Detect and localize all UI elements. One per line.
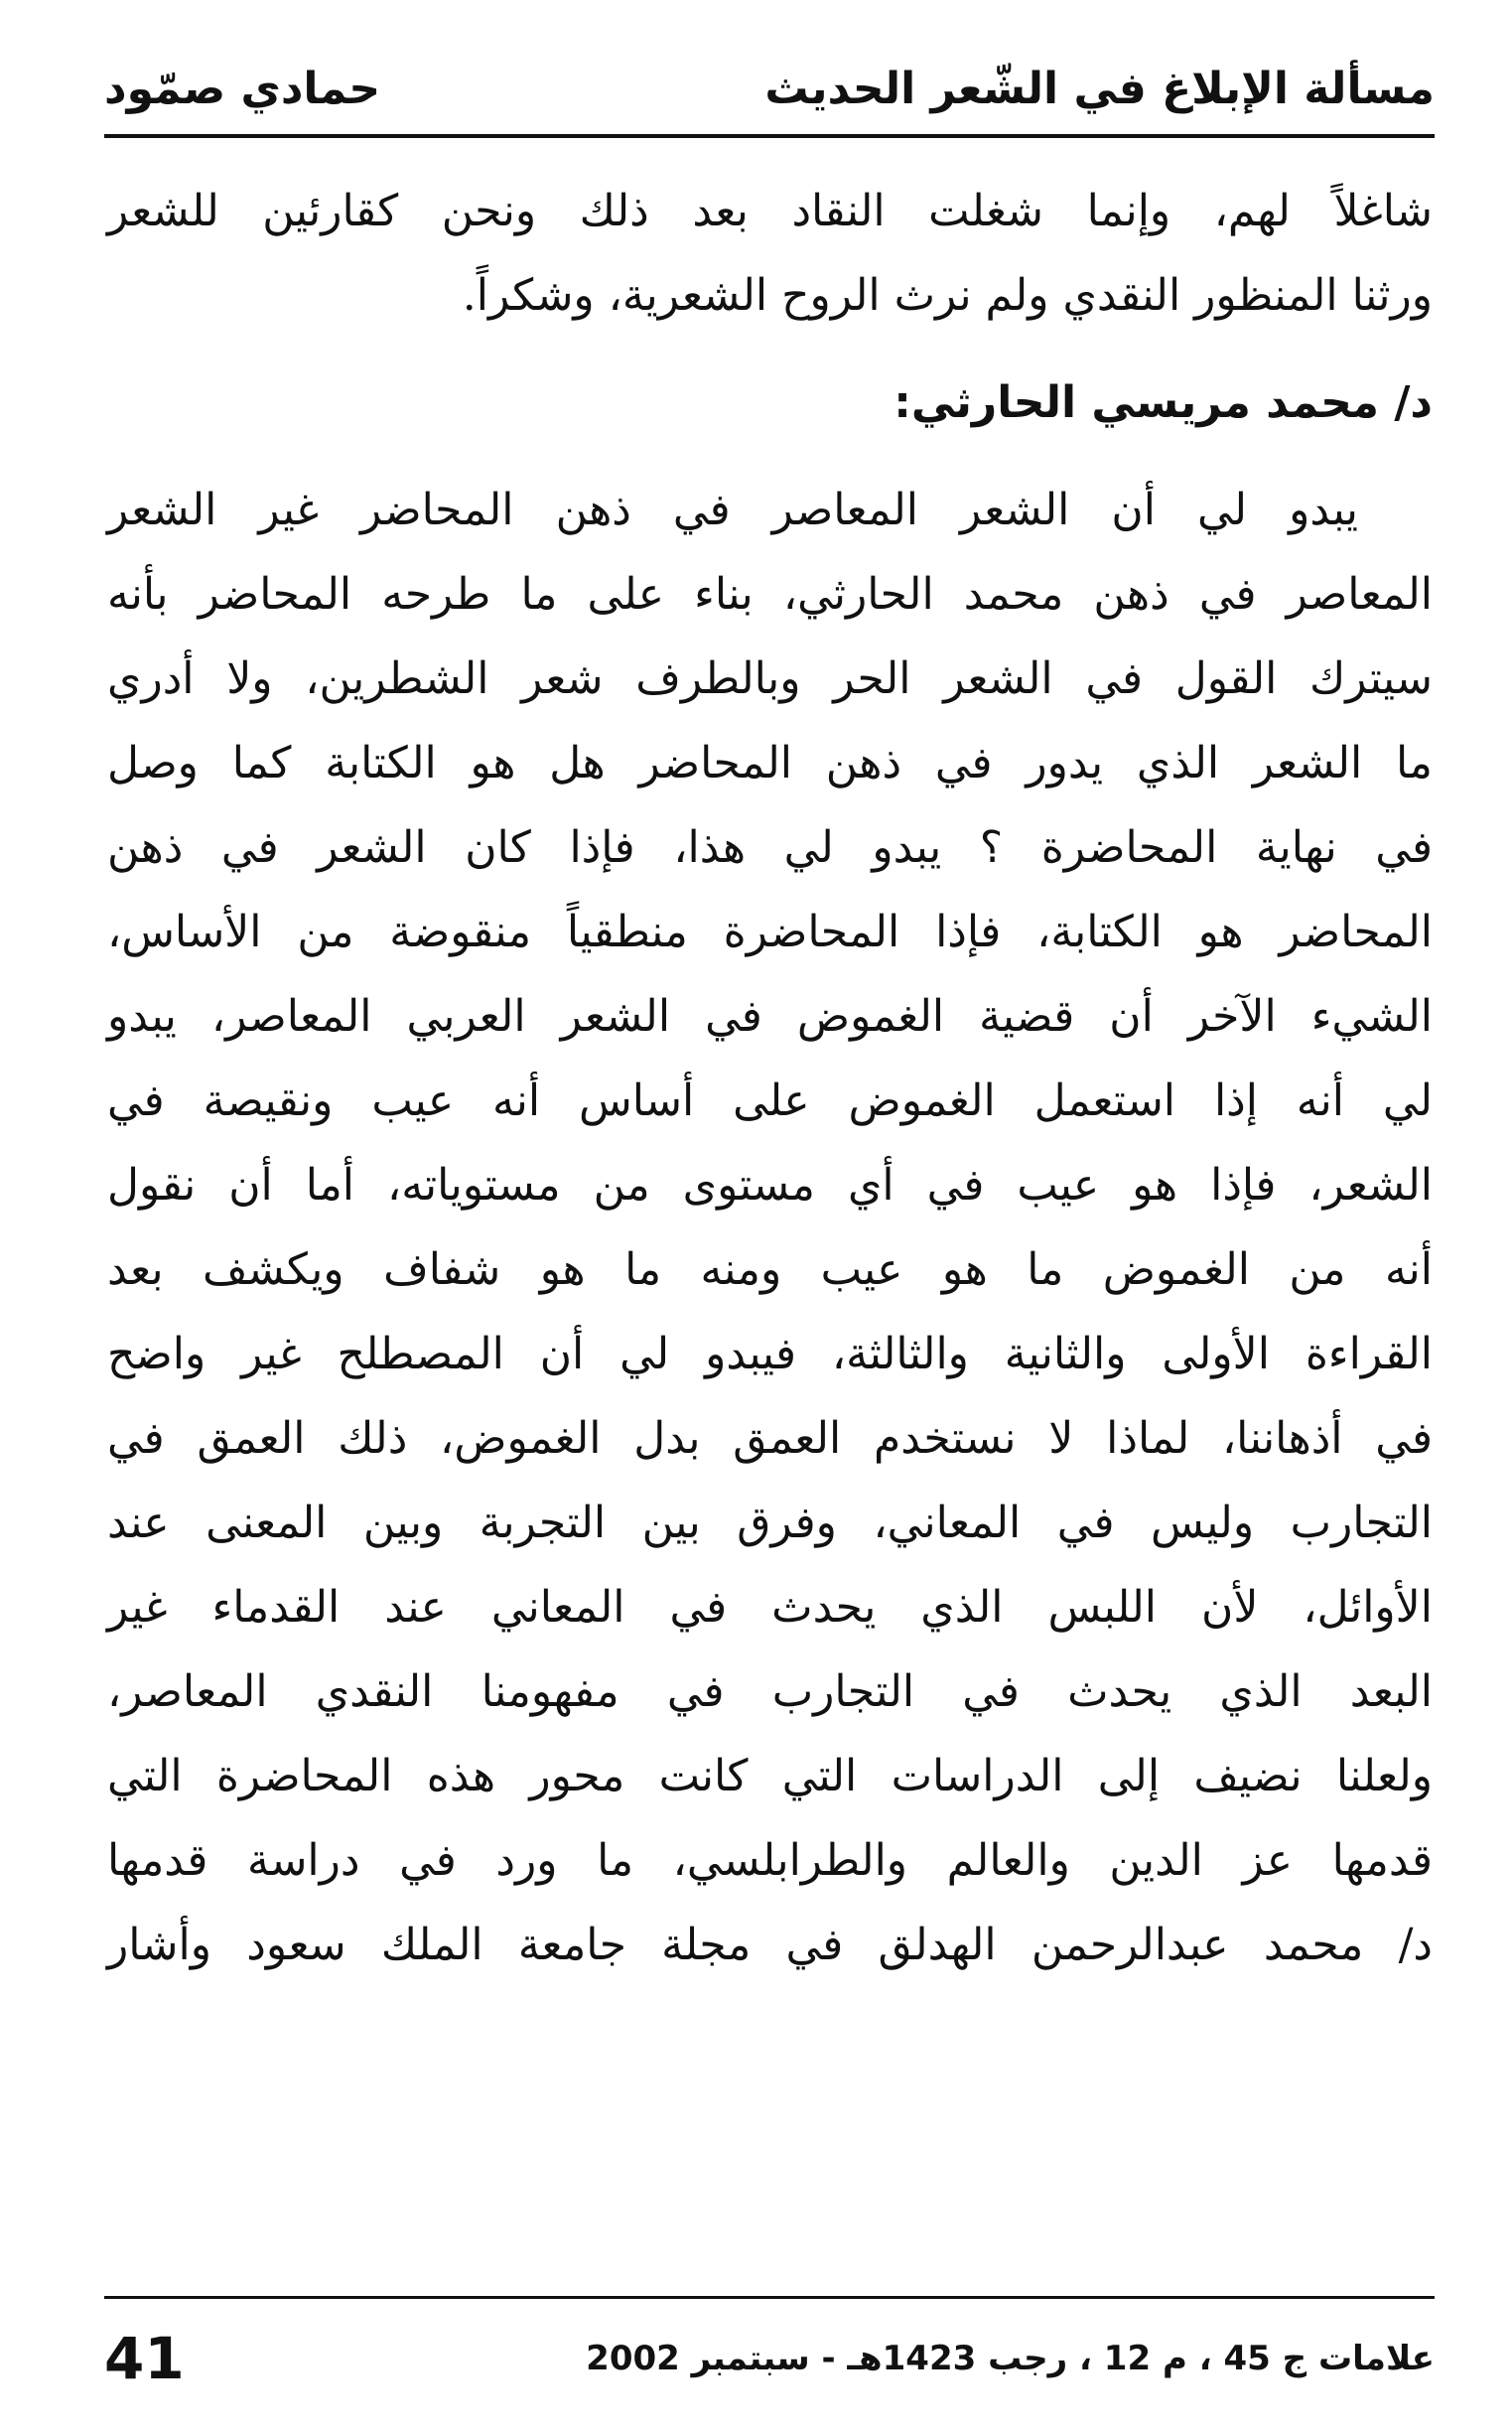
text-line: ورثنا المنظور النقدي ولم نرث الروح الشعرية، وشكراً. bbox=[462, 270, 1433, 321]
text-line: المعاصر في ذهن محمد الحارثي، بناء على ما طرحه المحاضر بأنه bbox=[107, 569, 1433, 620]
page-number: 41 bbox=[104, 2325, 185, 2392]
text-line: شاغلاً لهم، وإنما شغلت النقاد بعد ذلك ونحن كقارئين للشعر bbox=[107, 186, 1433, 236]
footer-rule bbox=[104, 2296, 1435, 2299]
text-line: البعد الذي يحدث في التجارب في مفهومنا النقدي المعاصر، bbox=[107, 1666, 1433, 1717]
running-head-author: حمادي صمّود bbox=[104, 64, 381, 114]
text-line: التجارب وليس في المعاني، وفرق بين التجربة وبين المعنى عند bbox=[107, 1498, 1433, 1548]
text-line: أنه من الغموض ما هو عيب ومنه ما هو شفاف ويكشف بعد bbox=[107, 1244, 1433, 1295]
text-line: القراءة الأولى والثانية والثالثة، فيبدو لي أن المصطلح غير واضح bbox=[107, 1329, 1433, 1379]
text-line: في نهاية المحاضرة ؟ يبدو لي هذا، فإذا كان الشعر في ذهن bbox=[107, 822, 1433, 873]
text-line: ما الشعر الذي يدور في ذهن المحاضر هل هو الكتابة كما وصل bbox=[107, 738, 1433, 788]
journal-citation: علامات ج 45 ، م 12 ، رجب 1423هـ - سبتمبر 2002 bbox=[586, 2339, 1435, 2378]
body-text bbox=[107, 169, 1433, 1987]
text-line: المحاضر هو الكتابة، فإذا المحاضرة منطقياً منقوضة من الأساس، bbox=[107, 907, 1433, 957]
header-rule bbox=[104, 134, 1435, 138]
page-footer bbox=[104, 2314, 1435, 2403]
text-line: الشيء الآخر أن قضية الغموض في الشعر العربي المعاصر، يبدو bbox=[107, 991, 1433, 1042]
running-head bbox=[104, 50, 1435, 129]
text-line: الشعر، فإذا هو عيب في أي مستوى من مستوياته، أما أن نقول bbox=[107, 1160, 1433, 1211]
text-line: في أذهاننا، لماذا لا نستخدم العمق بدل الغموض، ذلك العمق في bbox=[107, 1413, 1433, 1464]
paragraph-gap bbox=[107, 338, 1433, 356]
text-line: الأوائل، لأن اللبس الذي يحدث في المعاني عند القدماء غير bbox=[107, 1582, 1433, 1633]
running-head-title: مسألة الإبلاغ في الشّعر الحديث bbox=[764, 64, 1435, 114]
text-line: قدمها عز الدين والعالم والطرابلسي، ما ورد في دراسة قدمها bbox=[107, 1835, 1433, 1886]
text-line: يبدو لي أن الشعر المعاصر في ذهن المحاضر غير الشعر bbox=[107, 485, 1358, 535]
text-line: سيترك القول في الشعر الحر وبالطرف شعر الشطرين، ولا أدري bbox=[107, 653, 1433, 704]
text-line: ولعلنا نضيف إلى الدراسات التي كانت محور هذه المحاضرة التي bbox=[107, 1751, 1433, 1801]
text-line: د/ محمد عبدالرحمن الهدلق في مجلة جامعة الملك سعود وأشار bbox=[107, 1920, 1433, 1970]
text-line: لي أنه إذا استعمل الغموض على أساس أنه عيب ونقيصة في bbox=[107, 1075, 1433, 1126]
paragraph-gap bbox=[107, 450, 1433, 468]
speaker-heading: د/ محمد مريسي الحارثي: bbox=[893, 377, 1433, 428]
